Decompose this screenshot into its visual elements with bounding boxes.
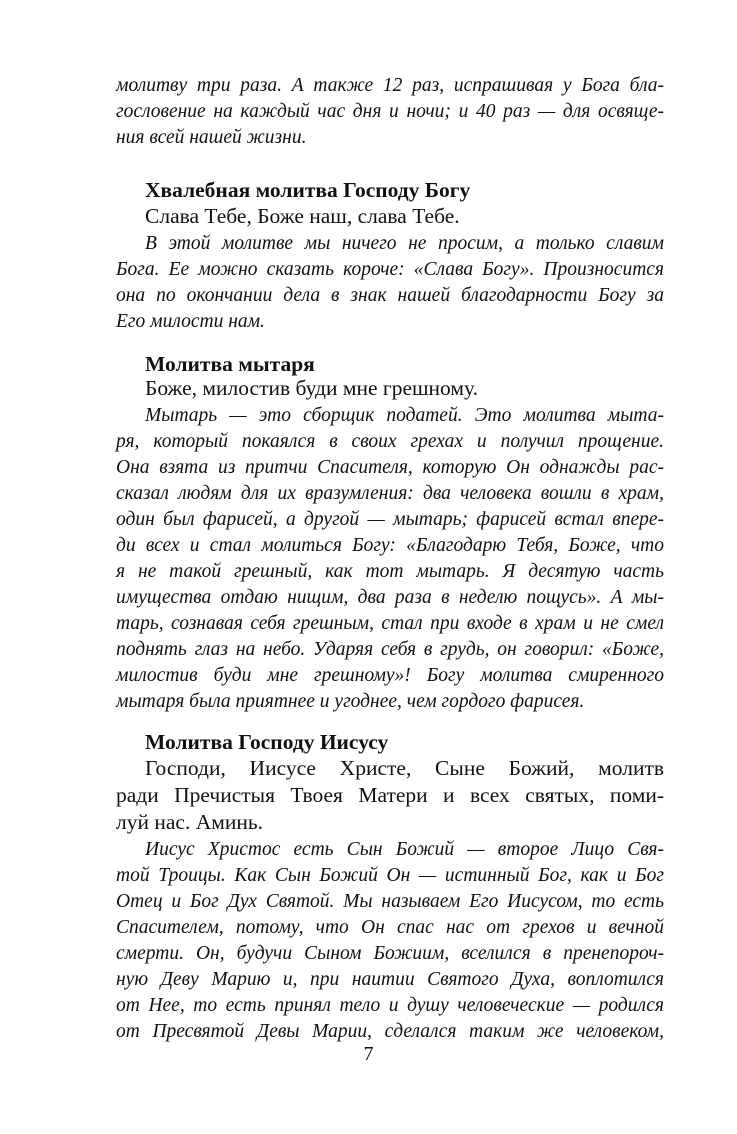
intro-line: гословение на каждый час дня и ночи; и 40 раз — для освяще- <box>116 101 664 122</box>
comment-line: Бога. Ее можно сказать короче: «Слава Богу». Произносится <box>116 259 664 280</box>
section-heading: Молитва мытаря <box>145 352 315 376</box>
prayer-text: Господи, Иисусе Христе, Сыне Божий, молитв <box>145 756 664 780</box>
comment-line: ди всех и стал молиться Богу: «Благодарю Тебя, Боже, что <box>116 535 664 556</box>
intro-line: ния всей нашей жизни. <box>116 127 307 148</box>
comment-line: от Пресвятой Девы Марии, сделался таким же человеком, <box>116 1021 664 1042</box>
comment-line: тарь, сознавая себя грешным, стал при входе в храм и не смел <box>116 613 664 634</box>
comment-line: Мытарь — это сборщик податей. Это молитва мыта- <box>145 405 664 426</box>
comment-line: ря, который покаялся в своих грехах и получил прощение. <box>116 431 664 452</box>
comment-line: сказал людям для их вразумления: два человека вошли в храм, <box>116 483 664 504</box>
comment-line: той Троицы. Как Сын Божий Он — истинный Бог, как и Бог <box>116 865 664 886</box>
comment-line: она по окончании дела в знак нашей благодарности Богу за <box>116 285 664 306</box>
comment-line: имущества отдаю нищим, два раза в неделю пощусь». А мы- <box>116 587 664 608</box>
comment-line: Его милости нам. <box>116 311 265 332</box>
page-number: 7 <box>363 1043 374 1065</box>
comment-line: В этой молитве мы ничего не просим, а только славим <box>145 233 664 254</box>
comment-line: Она взята из притчи Спасителя, которую Он однажды рас- <box>116 457 664 478</box>
comment-line: смерти. Он, будучи Сыном Божиим, вселился в пренепороч- <box>116 943 664 964</box>
comment-line: Иисус Христос есть Сын Божий — второе Лицо Свя- <box>145 839 664 860</box>
comment-line: ную Деву Марию и, при наитии Святого Духа, воплотился <box>116 969 664 990</box>
section-heading: Молитва Господу Иисусу <box>145 730 389 754</box>
comment-line: милостив буди мне грешному»! Богу молитва смиренного <box>116 665 664 686</box>
comment-line: мытаря была приятнее и угоднее, чем гордого фарисея. <box>116 691 585 712</box>
section-heading: Хвалебная молитва Господу Богу <box>145 178 471 202</box>
comment-line: я не такой грешный, как тот мытарь. Я десятую часть <box>116 561 664 582</box>
prayer-text: Боже, милостив буди мне грешному. <box>145 376 478 400</box>
prayer-text: луй нас. Аминь. <box>116 810 264 834</box>
comment-line: Спасителем, потому, что Он спас нас от грехов и вечной <box>116 917 664 938</box>
prayer-text: ради Пречистыя Твоея Матери и всех святых, поми- <box>116 783 664 807</box>
comment-line: один был фарисей, а другой — мытарь; фарисей встал впере- <box>116 509 664 530</box>
prayer-text: Слава Тебе, Боже наш, слава Тебе. <box>145 204 460 228</box>
comment-line: Отец и Бог Дух Святой. Мы называем Его Иисусом, то есть <box>116 891 664 912</box>
comment-line: от Нее, то есть принял тело и душу человеческие — родился <box>116 995 664 1016</box>
intro-line: молитву три раза. А также 12 раз, испрашивая у Бога бла- <box>116 75 664 96</box>
comment-line: поднять глаз на небо. Ударяя себя в грудь, он говорил: «Боже, <box>116 639 664 660</box>
